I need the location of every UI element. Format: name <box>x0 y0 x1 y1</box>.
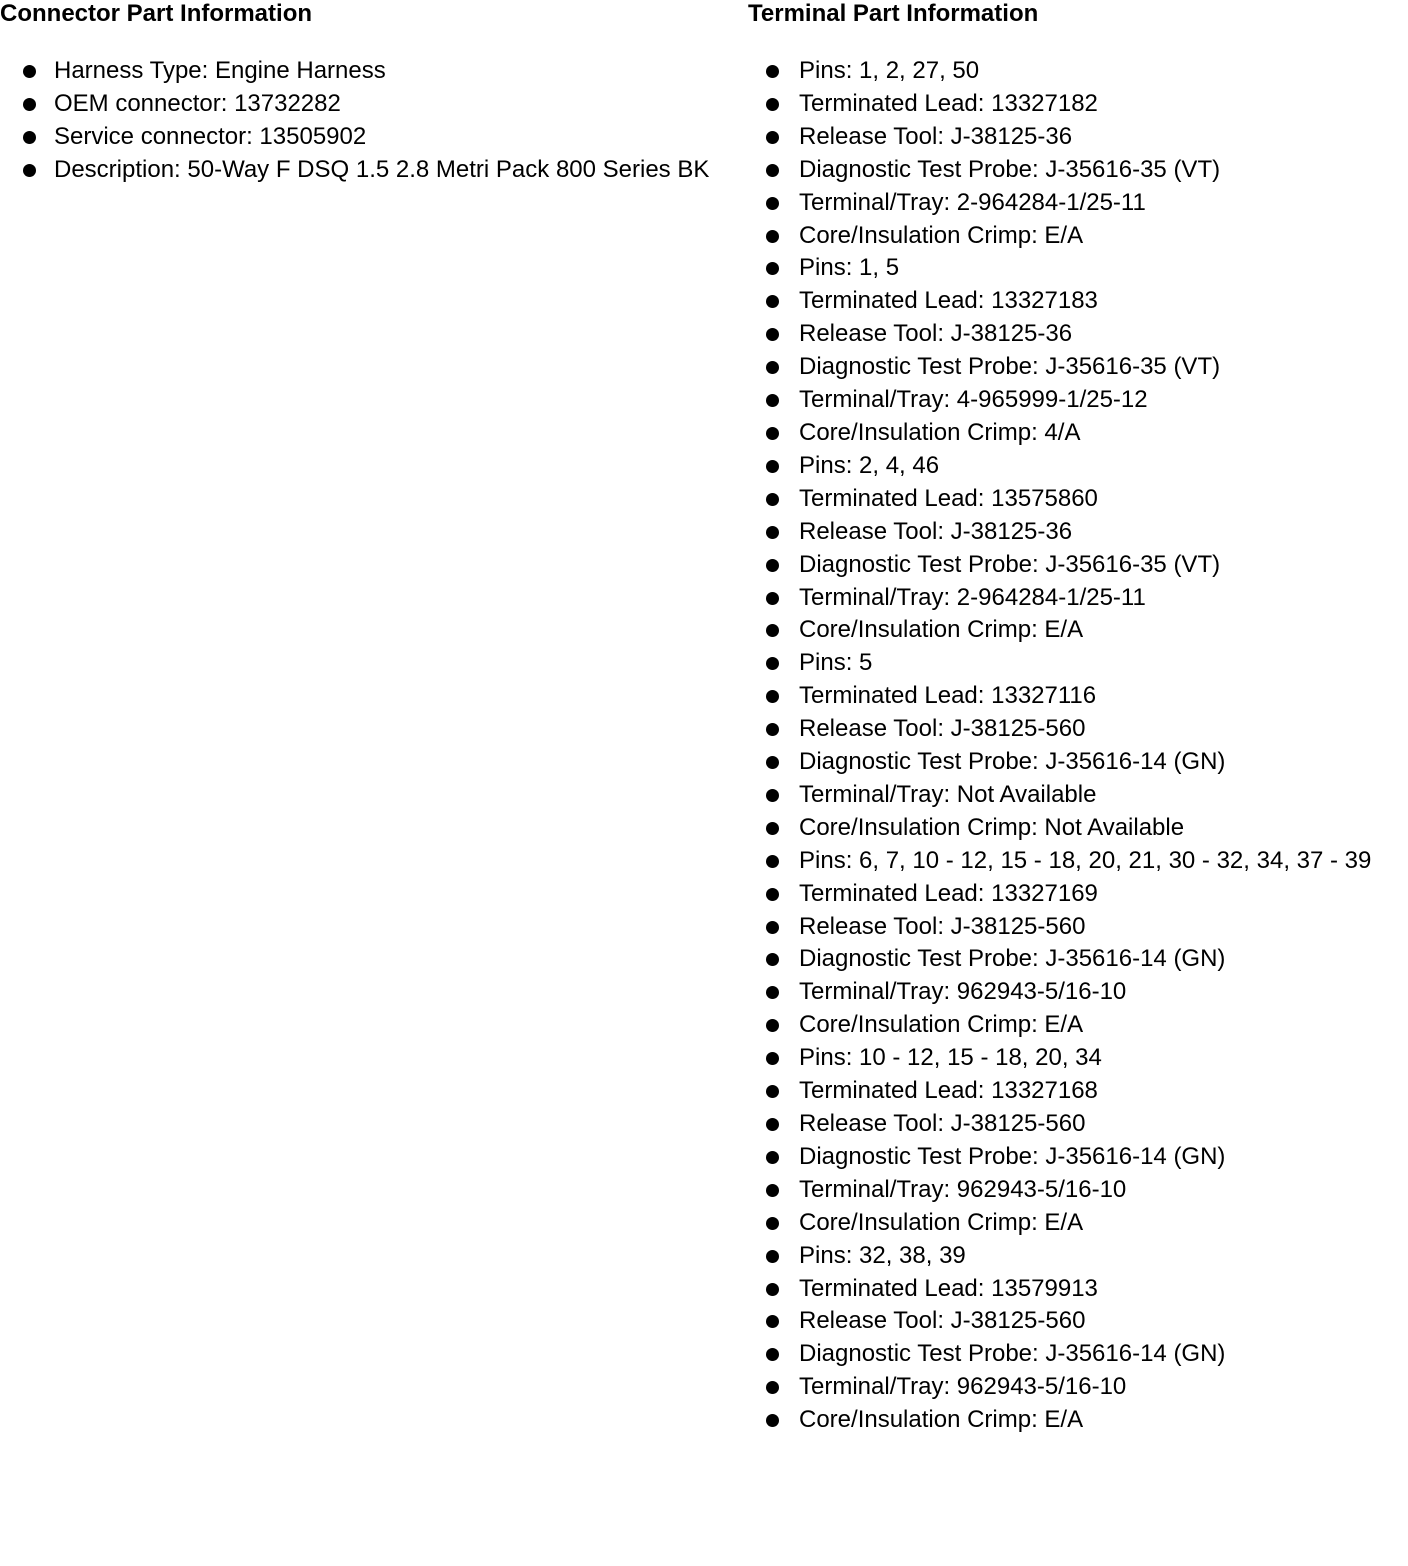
bullet-icon <box>766 789 779 802</box>
connector-info-list <box>0 55 745 187</box>
terminal-group <box>748 450 1408 647</box>
list-item <box>748 911 1408 944</box>
bullet-icon <box>766 230 779 243</box>
bullet-icon <box>766 1250 779 1263</box>
list-item-text: Diagnostic Test Probe: J-35616-35 (VT) <box>799 550 1221 578</box>
list-item-text: Diagnostic Test Probe: J-35616-14 (GN) <box>799 945 1226 973</box>
bullet-icon <box>23 164 36 177</box>
bullet-icon <box>766 986 779 999</box>
list-item-text: Pins: 6, 7, 10 - 12, 15 - 18, 20, 21, 30 - 32, 34, 37 - 39 <box>799 846 1372 874</box>
bullet-icon <box>766 690 779 703</box>
bullet-icon <box>23 131 36 144</box>
list-item-text: Core/Insulation Crimp: E/A <box>799 1208 1084 1236</box>
list-item <box>748 647 1408 680</box>
list-item <box>748 943 1408 976</box>
list-item-text: Release Tool: J-38125-560 <box>799 715 1086 743</box>
bullet-icon <box>766 1217 779 1230</box>
bullet-icon <box>766 723 779 736</box>
bullet-icon <box>766 197 779 210</box>
list-item-text: Core/Insulation Crimp: 4/A <box>799 418 1081 446</box>
list-item <box>748 351 1408 384</box>
list-item <box>748 1141 1408 1174</box>
list-item <box>748 516 1408 549</box>
connector-part-information <box>0 0 745 187</box>
bullet-icon <box>766 1151 779 1164</box>
list-item-text: Pins: 10 - 12, 15 - 18, 20, 34 <box>799 1044 1102 1072</box>
list-item-text: Pins: 1, 2, 27, 50 <box>799 57 980 84</box>
list-item <box>748 1009 1408 1042</box>
bullet-icon <box>766 328 779 341</box>
bullet-icon <box>766 1283 779 1296</box>
list-item <box>748 1075 1408 1108</box>
list-item <box>748 121 1408 154</box>
list-item-text: Terminated Lead: 13327116 <box>799 682 1097 710</box>
list-item <box>0 55 745 88</box>
bullet-icon <box>766 98 779 111</box>
list-item <box>748 746 1408 779</box>
list-item-text: Terminal/Tray: 2-964284-1/25-11 <box>799 188 1146 216</box>
bullet-icon <box>766 756 779 769</box>
list-item-text: Release Tool: J-38125-36 <box>799 320 1073 348</box>
list-item <box>0 88 745 121</box>
bullet-icon <box>766 295 779 308</box>
list-item-text: Terminated Lead: 13575860 <box>799 484 1098 512</box>
list-item-text: Core/Insulation Crimp: E/A <box>799 616 1084 644</box>
list-item-text: Pins: 1, 5 <box>799 254 900 282</box>
list-item <box>748 779 1408 812</box>
list-item <box>748 187 1408 220</box>
list-item <box>748 55 1408 88</box>
bullet-icon <box>766 1019 779 1032</box>
bullet-icon <box>766 361 779 374</box>
list-item-text: Terminated Lead: 13579913 <box>799 1274 1098 1302</box>
list-item <box>748 845 1408 878</box>
bullet-icon <box>766 1348 779 1361</box>
terminal-group <box>748 252 1408 449</box>
list-item-text: Diagnostic Test Probe: J-35616-35 (VT) <box>799 155 1221 183</box>
bullet-icon <box>766 1315 779 1328</box>
list-item <box>748 384 1408 417</box>
bullet-icon <box>23 98 36 111</box>
list-item <box>748 1174 1408 1207</box>
list-item-text: Terminal/Tray: 962943-5/16-10 <box>799 1175 1127 1203</box>
list-item <box>748 713 1408 746</box>
list-item-text: Diagnostic Test Probe: J-35616-14 (GN) <box>799 748 1226 776</box>
list-item-text: Terminal/Tray: 2-964284-1/25-11 <box>799 583 1146 611</box>
list-item <box>748 318 1408 351</box>
bullet-icon <box>766 953 779 966</box>
bullet-icon <box>766 262 779 275</box>
list-item <box>748 1305 1408 1338</box>
list-item-text: OEM connector: 13732282 <box>54 89 341 117</box>
bullet-icon <box>766 394 779 407</box>
list-item-text: Harness Type: Engine Harness <box>54 57 386 84</box>
list-item-text: Terminal/Tray: 4-965999-1/25-12 <box>799 386 1148 414</box>
bullet-icon <box>766 65 779 78</box>
list-item <box>748 1240 1408 1273</box>
terminal-group <box>748 845 1408 1042</box>
list-item-text: Release Tool: J-38125-36 <box>799 122 1073 150</box>
list-item-text: Diagnostic Test Probe: J-35616-14 (GN) <box>799 1142 1226 1170</box>
list-item-text: Diagnostic Test Probe: J-35616-14 (GN) <box>799 1340 1226 1368</box>
list-item <box>748 417 1408 450</box>
list-item <box>748 878 1408 911</box>
list-item-text: Core/Insulation Crimp: E/A <box>799 221 1084 249</box>
list-item-text: Terminal/Tray: Not Available <box>799 780 1097 808</box>
list-item <box>748 220 1408 253</box>
bullet-icon <box>766 1085 779 1098</box>
bullet-icon <box>23 65 36 78</box>
bullet-icon <box>766 526 779 539</box>
terminal-group <box>748 647 1408 844</box>
list-item <box>748 812 1408 845</box>
bullet-icon <box>766 1184 779 1197</box>
list-item-text: Core/Insulation Crimp: E/A <box>799 1011 1084 1039</box>
list-item-text: Core/Insulation Crimp: E/A <box>799 1406 1084 1434</box>
terminal-groups <box>748 55 1408 1437</box>
list-item <box>748 614 1408 647</box>
list-item <box>748 1042 1408 1075</box>
bullet-icon <box>766 921 779 934</box>
list-item <box>748 154 1408 187</box>
bullet-icon <box>766 592 779 605</box>
list-item-text: Release Tool: J-38125-560 <box>799 1110 1086 1137</box>
bullet-icon <box>766 1118 779 1131</box>
bullet-icon <box>766 559 779 572</box>
list-item <box>748 1207 1408 1240</box>
terminal-group <box>748 1042 1408 1239</box>
list-item <box>748 483 1408 516</box>
list-item <box>748 1404 1408 1437</box>
list-item-text: Release Tool: J-38125-36 <box>799 517 1073 545</box>
list-item <box>748 252 1408 285</box>
list-item <box>748 1108 1408 1141</box>
bullet-icon <box>766 1052 779 1065</box>
bullet-icon <box>766 855 779 868</box>
terminal-group <box>748 1240 1408 1437</box>
list-item-text: Terminated Lead: 13327168 <box>799 1077 1098 1105</box>
list-item <box>748 680 1408 713</box>
list-item-text: Pins: 5 <box>799 649 873 677</box>
list-item-text: Core/Insulation Crimp: Not Available <box>799 813 1185 841</box>
bullet-icon <box>766 1414 779 1427</box>
bullet-icon <box>766 131 779 144</box>
connector-section-title: Connector Part Information <box>0 0 313 27</box>
list-item <box>748 1371 1408 1404</box>
list-item-text: Pins: 2, 4, 46 <box>799 451 940 479</box>
bullet-icon <box>766 460 779 473</box>
list-item <box>0 121 745 154</box>
list-item-text: Description: 50-Way F DSQ 1.5 2.8 Metri Pack 800 Series BK <box>54 155 710 183</box>
bullet-icon <box>766 888 779 901</box>
bullet-icon <box>766 1381 779 1394</box>
list-item <box>748 1338 1408 1371</box>
list-item-text: Diagnostic Test Probe: J-35616-35 (VT) <box>799 353 1221 381</box>
list-item-text: Terminated Lead: 13327182 <box>799 89 1098 117</box>
list-item <box>748 450 1408 483</box>
list-item <box>748 976 1408 1009</box>
bullet-icon <box>766 657 779 670</box>
list-item <box>748 1273 1408 1306</box>
list-item <box>748 88 1408 121</box>
list-item <box>748 582 1408 615</box>
bullet-icon <box>766 164 779 177</box>
list-item <box>748 549 1408 582</box>
terminal-part-information <box>748 0 1408 1437</box>
bullet-icon <box>766 624 779 637</box>
terminal-section-title: Terminal Part Information <box>748 0 1039 27</box>
terminal-group <box>748 55 1408 252</box>
list-item-text: Service connector: 13505902 <box>54 122 367 150</box>
list-item-text: Terminal/Tray: 962943-5/16-10 <box>799 1373 1127 1401</box>
list-item <box>748 285 1408 318</box>
list-item <box>0 154 745 187</box>
bullet-icon <box>766 427 779 440</box>
bullet-icon <box>766 822 779 835</box>
list-item-text: Pins: 32, 38, 39 <box>799 1241 966 1269</box>
list-item-text: Release Tool: J-38125-560 <box>799 912 1086 940</box>
list-item-text: Terminated Lead: 13327169 <box>799 879 1098 907</box>
list-item-text: Terminated Lead: 13327183 <box>799 287 1098 315</box>
list-item-text: Release Tool: J-38125-560 <box>799 1307 1086 1335</box>
list-item-text: Terminal/Tray: 962943-5/16-10 <box>799 978 1127 1006</box>
bullet-icon <box>766 493 779 506</box>
